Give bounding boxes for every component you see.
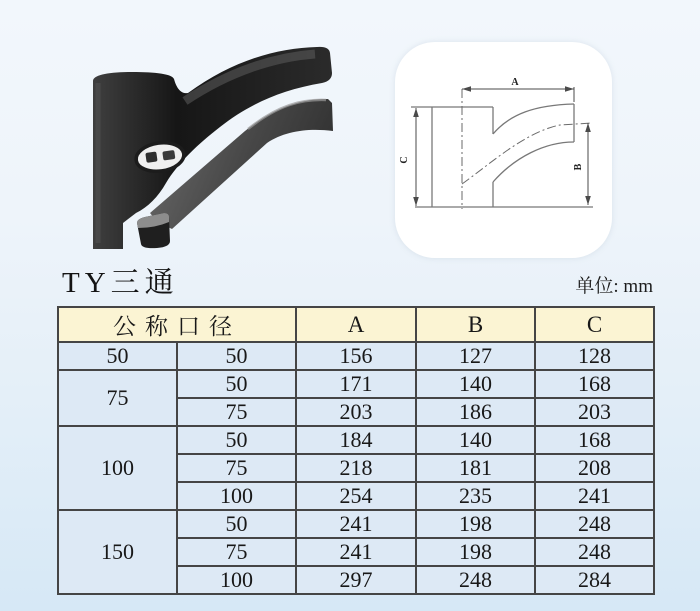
dimension-drawing (395, 42, 612, 258)
branch-centerline (462, 123, 592, 184)
a-cell: 171 (296, 370, 416, 398)
table-header-row (58, 307, 654, 342)
c-cell: 128 (535, 342, 654, 370)
c-cell: 168 (535, 426, 654, 454)
label-b: B (573, 163, 584, 171)
branch-cell: 75 (177, 538, 296, 566)
table-row (58, 510, 654, 538)
a-cell: 254 (296, 482, 416, 510)
col-header-b: B (416, 307, 535, 342)
size-cell: 150 (58, 510, 177, 594)
a-cell: 203 (296, 398, 416, 426)
ty-tee-photo-illustration (60, 33, 360, 258)
b-cell: 140 (416, 370, 535, 398)
product-photo (60, 33, 360, 258)
a-cell: 241 (296, 538, 416, 566)
branch-cell: 75 (177, 398, 296, 426)
branch-cell: 50 (177, 342, 296, 370)
b-cell: 198 (416, 510, 535, 538)
size-cell: 100 (58, 426, 177, 510)
b-cell: 186 (416, 398, 535, 426)
c-cell: 284 (535, 566, 654, 594)
table-row (58, 370, 654, 398)
page-title: TY三通 (62, 267, 179, 299)
branch-bottom-curve (493, 142, 574, 182)
branch-cell: 50 (177, 370, 296, 398)
b-cell: 198 (416, 538, 535, 566)
c-cell: 203 (535, 398, 654, 426)
c-cell: 248 (535, 538, 654, 566)
technical-diagram-card (395, 42, 612, 258)
label-a: A (511, 77, 519, 88)
a-cell: 241 (296, 510, 416, 538)
label-c: C (399, 156, 410, 164)
main-body-shape (93, 47, 332, 249)
branch-cell: 100 (177, 482, 296, 510)
a-cell: 218 (296, 454, 416, 482)
b-cell: 140 (416, 426, 535, 454)
c-cell: 248 (535, 510, 654, 538)
b-cell: 181 (416, 454, 535, 482)
a-cell: 184 (296, 426, 416, 454)
b-cell: 127 (416, 342, 535, 370)
branch-cell: 75 (177, 454, 296, 482)
c-cell: 168 (535, 370, 654, 398)
c-cell: 241 (535, 482, 654, 510)
b-cell: 248 (416, 566, 535, 594)
branch-cell: 100 (177, 566, 296, 594)
c-cell: 208 (535, 454, 654, 482)
col-header-a: A (296, 307, 416, 342)
dimension-table (57, 306, 655, 595)
a-cell: 297 (296, 566, 416, 594)
a-cell: 156 (296, 342, 416, 370)
branch-top-curve (493, 104, 574, 134)
branch-cell: 50 (177, 510, 296, 538)
unit-label: 单位: mm (575, 276, 653, 297)
b-cell: 235 (416, 482, 535, 510)
table-row (58, 426, 654, 454)
col-header-nominal-diameter: 公称口径 (58, 307, 296, 342)
col-header-c: C (535, 307, 654, 342)
size-cell: 50 (58, 342, 177, 370)
size-cell: 75 (58, 370, 177, 426)
table-row (58, 342, 654, 370)
branch-cell: 50 (177, 426, 296, 454)
